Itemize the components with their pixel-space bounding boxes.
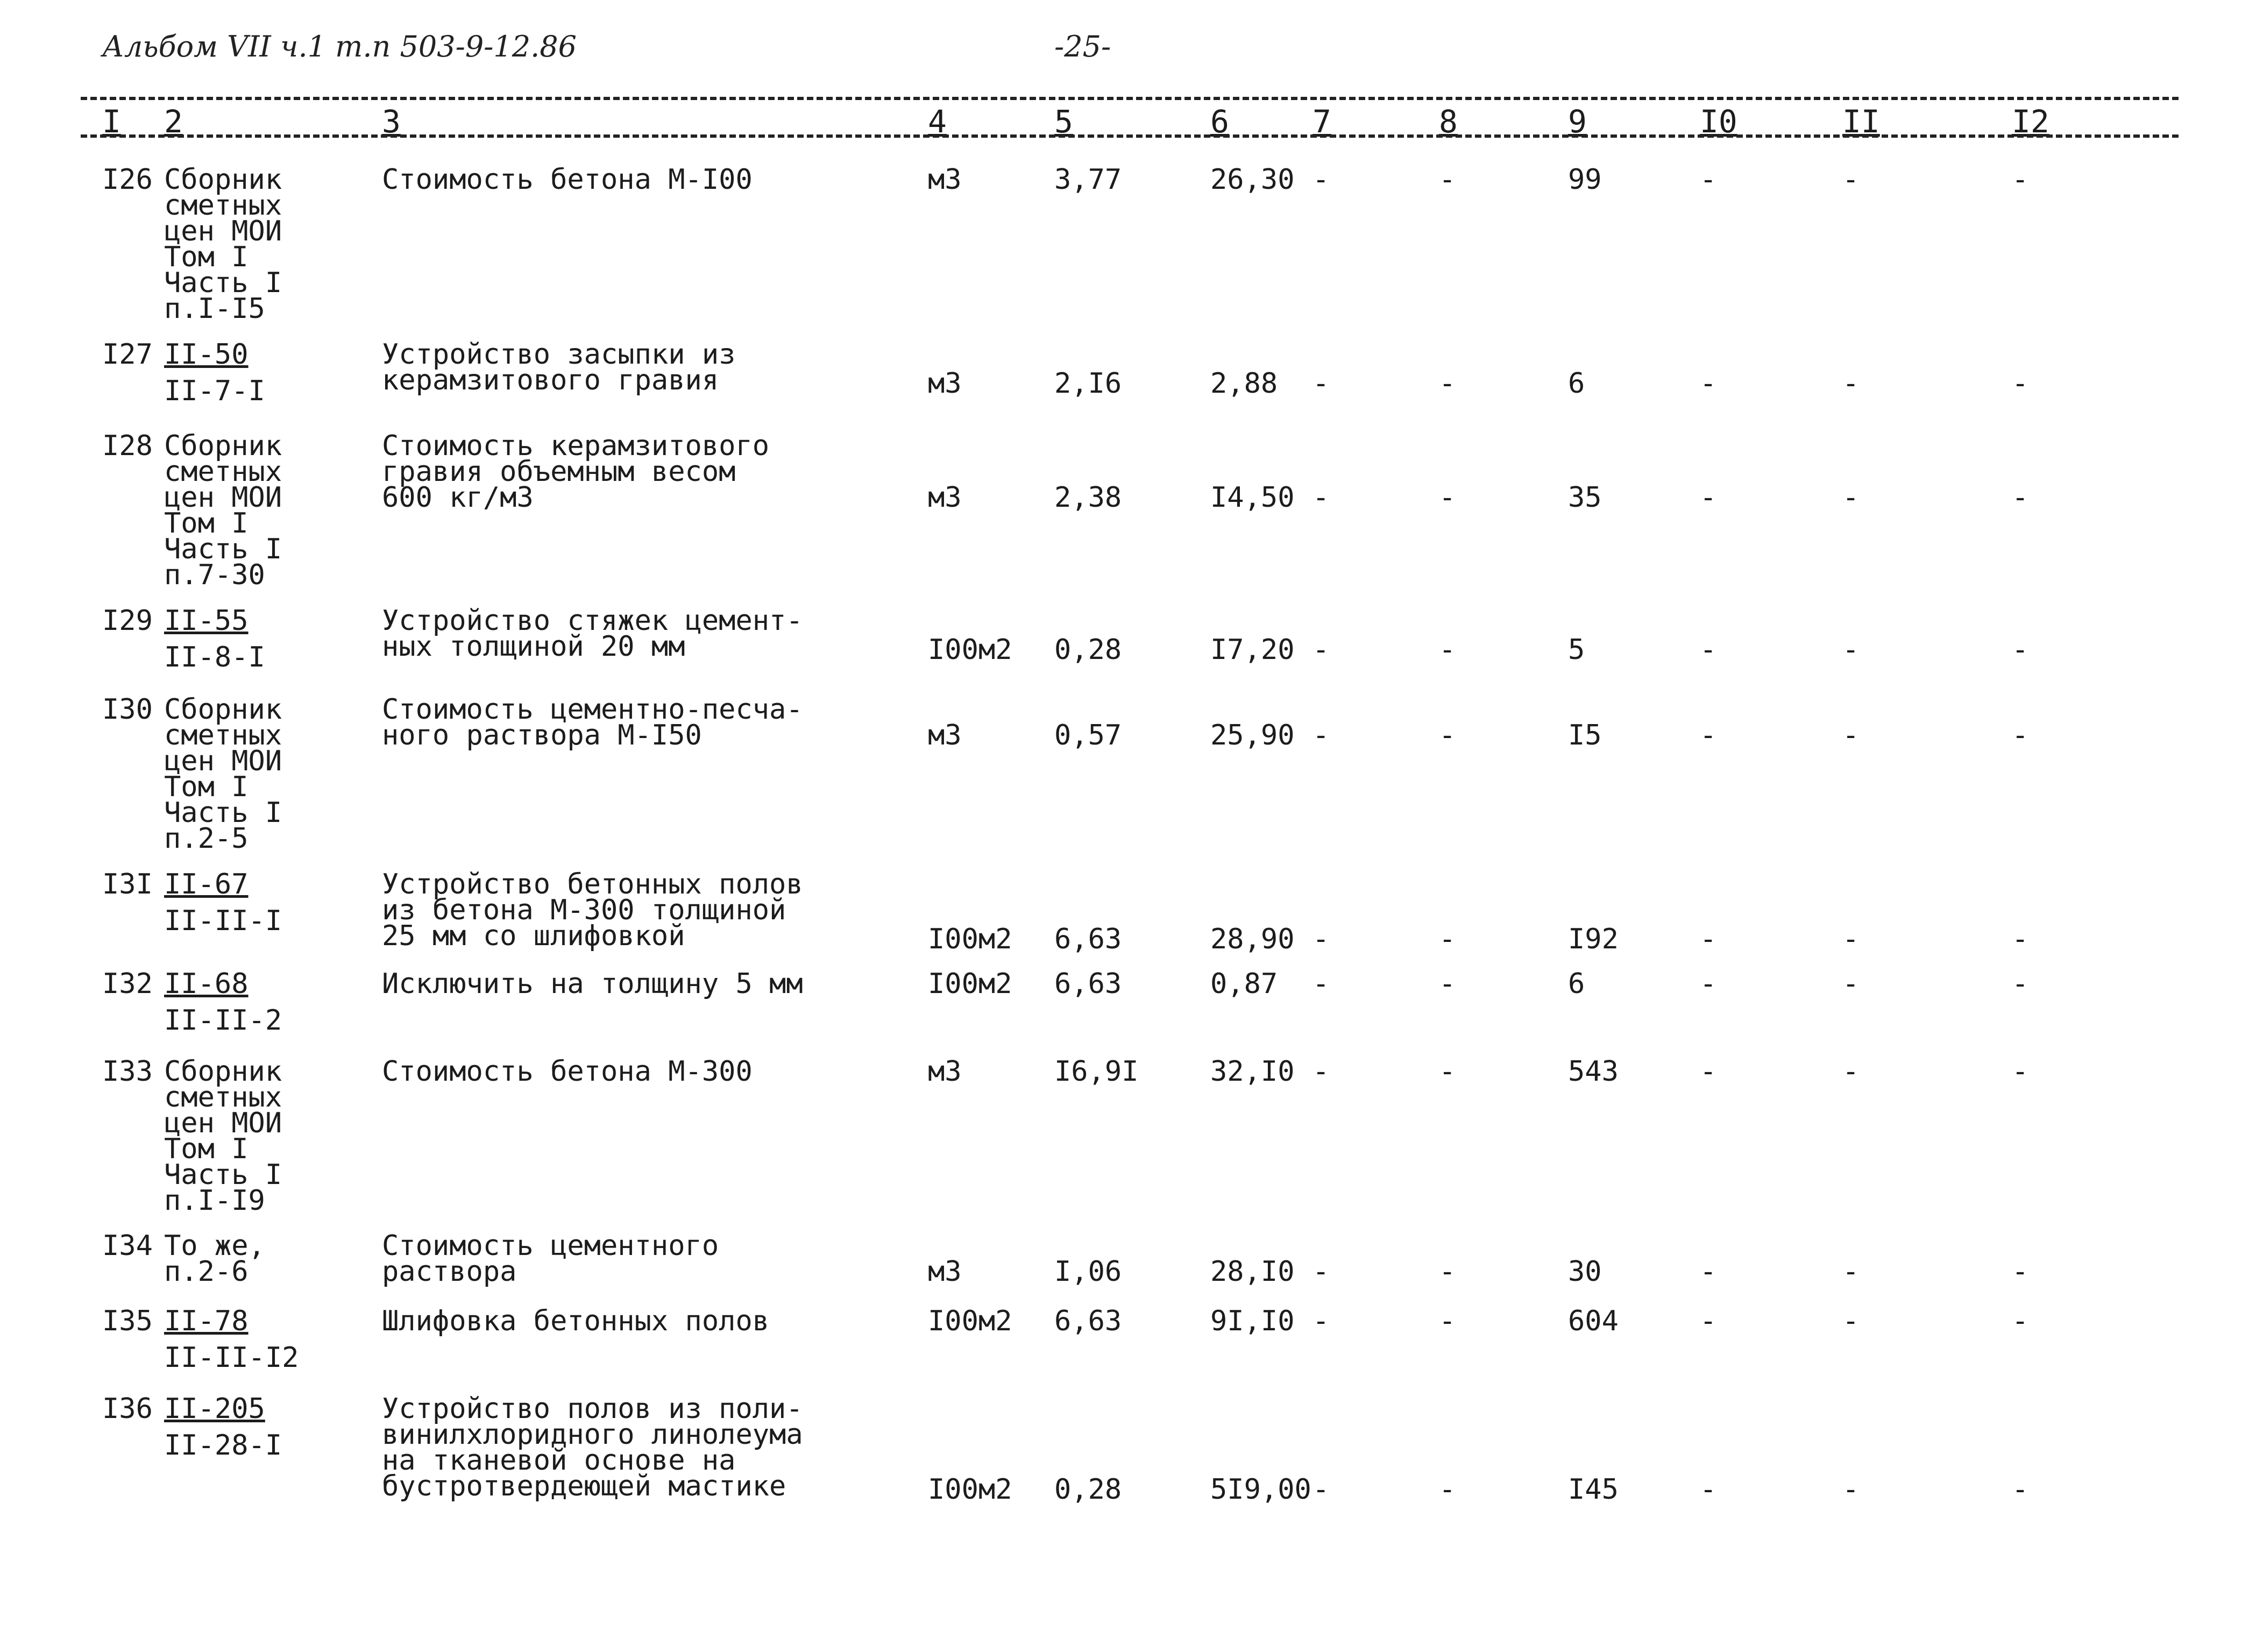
col-12-value: - (2012, 481, 2029, 514)
source-reference: Сборник (164, 430, 282, 462)
source-reference: То же, (164, 1230, 265, 1262)
col-header-10: I0 (1700, 103, 1737, 140)
col-header-7: 7 (1313, 103, 1331, 140)
col-11-value: - (1842, 1305, 1860, 1337)
col-8-value: - (1439, 481, 1456, 514)
col-10-value: - (1700, 634, 1717, 666)
work-description: Стоимость бетона М-300 (382, 1055, 753, 1088)
row-number: I30 (102, 693, 153, 726)
unit: I00м2 (928, 1305, 1012, 1337)
source-reference: II-67 (164, 868, 249, 901)
col-9-value: 99 (1568, 164, 1602, 196)
unit-price: 28,90 (1210, 923, 1295, 955)
col-9-value: 604 (1568, 1305, 1619, 1337)
unit-price: 2,88 (1210, 367, 1278, 400)
col-12-value: - (2012, 923, 2029, 955)
header-rule-bottom (81, 134, 2179, 138)
col-11-value: - (1842, 968, 1860, 1000)
col-8-value: - (1439, 968, 1456, 1000)
source-reference: цен МОИ (164, 215, 282, 247)
col-9-value: 30 (1568, 1256, 1602, 1288)
col-header-4: 4 (928, 103, 947, 140)
source-reference: II-II-2 (164, 1004, 282, 1037)
col-10-value: - (1700, 164, 1717, 196)
col-10-value: - (1700, 1305, 1717, 1337)
source-reference: п.2-5 (164, 823, 249, 855)
unit: м3 (928, 367, 962, 400)
source-reference: II-68 (164, 968, 249, 1000)
source-reference: цен МОИ (164, 481, 282, 514)
col-12-value: - (2012, 1473, 2029, 1506)
col-header-9: 9 (1568, 103, 1587, 140)
source-reference: п.7-30 (164, 559, 265, 591)
quantity: 6,63 (1054, 923, 1122, 955)
col-10-value: - (1700, 481, 1717, 514)
work-description: на тканевой основе на (382, 1444, 736, 1477)
row-number: I33 (102, 1055, 153, 1088)
col-9-value: 543 (1568, 1055, 1619, 1088)
col-8-value: - (1439, 164, 1456, 196)
unit-price: I7,20 (1210, 634, 1295, 666)
page-number: -25- (1054, 30, 1111, 63)
col-10-value: - (1700, 367, 1717, 400)
quantity: 2,38 (1054, 481, 1122, 514)
source-reference: II-8-I (164, 641, 265, 673)
source-reference: II-28-I (164, 1429, 282, 1462)
col-7-value: - (1313, 968, 1330, 1000)
quantity: 2,I6 (1054, 367, 1122, 400)
source-reference: II-50 (164, 338, 249, 371)
work-description: ного раствора М-I50 (382, 719, 702, 751)
source-reference: II-II-I2 (164, 1342, 299, 1374)
col-9-value: 35 (1568, 481, 1602, 514)
col-12-value: - (2012, 164, 2029, 196)
col-9-value: I5 (1568, 719, 1602, 751)
col-10-value: - (1700, 1473, 1717, 1506)
source-reference: Часть I (164, 267, 282, 299)
col-header-8: 8 (1439, 103, 1458, 140)
unit-price: I4,50 (1210, 481, 1295, 514)
col-10-value: - (1700, 719, 1717, 751)
unit: м3 (928, 481, 962, 514)
work-description: винилхлоридного линолеума (382, 1419, 803, 1451)
col-7-value: - (1313, 923, 1330, 955)
source-reference: сметных (164, 456, 282, 488)
quantity: 0,57 (1054, 719, 1122, 751)
work-description: Устройство полов из поли- (382, 1393, 803, 1425)
col-12-value: - (2012, 367, 2029, 400)
col-12-value: - (2012, 968, 2029, 1000)
col-8-value: - (1439, 1305, 1456, 1337)
source-reference: п.I-I5 (164, 293, 265, 325)
col-7-value: - (1313, 1256, 1330, 1288)
col-7-value: - (1313, 1473, 1330, 1506)
col-10-value: - (1700, 968, 1717, 1000)
col-7-value: - (1313, 367, 1330, 400)
work-description: Устройство стяжек цемент- (382, 605, 803, 637)
col-header-6: 6 (1210, 103, 1229, 140)
album-reference: Альбом VII ч.1 т.п 503-9-12.86 (102, 30, 577, 63)
work-description: Стоимость керамзитового (382, 430, 770, 462)
work-description: раствора (382, 1256, 517, 1288)
source-reference: п.2-6 (164, 1256, 249, 1288)
unit: м3 (928, 1055, 962, 1088)
source-reference: цен МОИ (164, 745, 282, 777)
unit: I00м2 (928, 968, 1012, 1000)
col-8-value: - (1439, 634, 1456, 666)
col-8-value: - (1439, 923, 1456, 955)
quantity: 3,77 (1054, 164, 1122, 196)
col-7-value: - (1313, 481, 1330, 514)
col-8-value: - (1439, 1055, 1456, 1088)
header-rule-top (81, 97, 2179, 100)
row-number: I28 (102, 430, 153, 462)
source-reference: Часть I (164, 1159, 282, 1191)
source-reference: Том I (164, 1133, 249, 1165)
work-description: Стоимость бетона М-I00 (382, 164, 753, 196)
col-11-value: - (1842, 1473, 1860, 1506)
col-header-5: 5 (1054, 103, 1073, 140)
source-reference: сметных (164, 189, 282, 222)
col-11-value: - (1842, 719, 1860, 751)
unit: I00м2 (928, 634, 1012, 666)
col-11-value: - (1842, 367, 1860, 400)
work-description: гравия объемным весом (382, 456, 736, 488)
work-description: керамзитового гравия (382, 364, 719, 396)
col-11-value: - (1842, 481, 1860, 514)
work-description: Шлифовка бетонных полов (382, 1305, 770, 1337)
unit: I00м2 (928, 923, 1012, 955)
source-reference: п.I-I9 (164, 1185, 265, 1217)
unit: м3 (928, 164, 962, 196)
source-reference: Том I (164, 771, 249, 803)
unit-price: 26,30 (1210, 164, 1295, 196)
unit-price: 9I,I0 (1210, 1305, 1295, 1337)
quantity: 6,63 (1054, 1305, 1122, 1337)
col-header-1: I (102, 103, 121, 140)
col-header-2: 2 (164, 103, 183, 140)
col-9-value: 6 (1568, 968, 1585, 1000)
source-reference: II-55 (164, 605, 249, 637)
col-9-value: 5 (1568, 634, 1585, 666)
row-number: I29 (102, 605, 153, 637)
source-reference: Часть I (164, 533, 282, 565)
source-reference: II-205 (164, 1393, 265, 1425)
col-8-value: - (1439, 719, 1456, 751)
source-reference: II-78 (164, 1305, 249, 1337)
row-number: I32 (102, 968, 153, 1000)
source-reference: сметных (164, 1081, 282, 1114)
col-11-value: - (1842, 1055, 1860, 1088)
source-reference: Сборник (164, 1055, 282, 1088)
col-8-value: - (1439, 1473, 1456, 1506)
work-description: Исключить на толщину 5 мм (382, 968, 803, 1000)
work-description: Стоимость цементно-песча- (382, 693, 803, 726)
quantity: 0,28 (1054, 634, 1122, 666)
source-reference: сметных (164, 719, 282, 751)
col-11-value: - (1842, 634, 1860, 666)
col-8-value: - (1439, 1256, 1456, 1288)
col-12-value: - (2012, 1055, 2029, 1088)
source-reference: Сборник (164, 164, 282, 196)
source-reference: II-7-I (164, 375, 265, 407)
work-description: Стоимость цементного (382, 1230, 719, 1262)
work-description: ных толщиной 20 мм (382, 630, 685, 663)
unit-price: 0,87 (1210, 968, 1278, 1000)
col-12-value: - (2012, 1305, 2029, 1337)
col-7-value: - (1313, 634, 1330, 666)
source-reference: Том I (164, 507, 249, 540)
work-description: из бетона М-300 толщиной (382, 894, 786, 926)
unit-price: 28,I0 (1210, 1256, 1295, 1288)
quantity: I6,9I (1054, 1055, 1139, 1088)
source-reference: Том I (164, 241, 249, 273)
work-description: 25 мм со шлифовкой (382, 920, 685, 952)
col-10-value: - (1700, 1055, 1717, 1088)
work-description: 600 кг/м3 (382, 481, 534, 514)
col-7-value: - (1313, 1305, 1330, 1337)
unit-price: 25,90 (1210, 719, 1295, 751)
unit: м3 (928, 1256, 962, 1288)
row-number: I26 (102, 164, 153, 196)
row-number: I34 (102, 1230, 153, 1262)
quantity: 6,63 (1054, 968, 1122, 1000)
col-header-3: 3 (382, 103, 401, 140)
col-12-value: - (2012, 719, 2029, 751)
col-9-value: I92 (1568, 923, 1619, 955)
quantity: I,06 (1054, 1256, 1122, 1288)
col-11-value: - (1842, 1256, 1860, 1288)
source-reference: Сборник (164, 693, 282, 726)
unit-price: 5I9,00 (1210, 1473, 1311, 1506)
col-7-value: - (1313, 719, 1330, 751)
col-7-value: - (1313, 164, 1330, 196)
source-reference: II-II-I (164, 905, 282, 937)
work-description: Устройство бетонных полов (382, 868, 803, 901)
source-reference: Часть I (164, 797, 282, 829)
row-number: I3I (102, 868, 153, 901)
col-12-value: - (2012, 634, 2029, 666)
row-number: I27 (102, 338, 153, 371)
col-8-value: - (1439, 367, 1456, 400)
unit-price: 32,I0 (1210, 1055, 1295, 1088)
col-10-value: - (1700, 923, 1717, 955)
col-11-value: - (1842, 923, 1860, 955)
source-reference: цен МОИ (164, 1107, 282, 1139)
work-description: бустротвердеющей мастике (382, 1470, 786, 1502)
col-11-value: - (1842, 164, 1860, 196)
col-10-value: - (1700, 1256, 1717, 1288)
unit: м3 (928, 719, 962, 751)
row-number: I35 (102, 1305, 153, 1337)
col-12-value: - (2012, 1256, 2029, 1288)
col-header-11: II (1842, 103, 1880, 140)
row-number: I36 (102, 1393, 153, 1425)
col-7-value: - (1313, 1055, 1330, 1088)
col-9-value: 6 (1568, 367, 1585, 400)
quantity: 0,28 (1054, 1473, 1122, 1506)
col-9-value: I45 (1568, 1473, 1619, 1506)
work-description: Устройство засыпки из (382, 338, 736, 371)
col-header-12: I2 (2012, 103, 2049, 140)
unit: I00м2 (928, 1473, 1012, 1506)
